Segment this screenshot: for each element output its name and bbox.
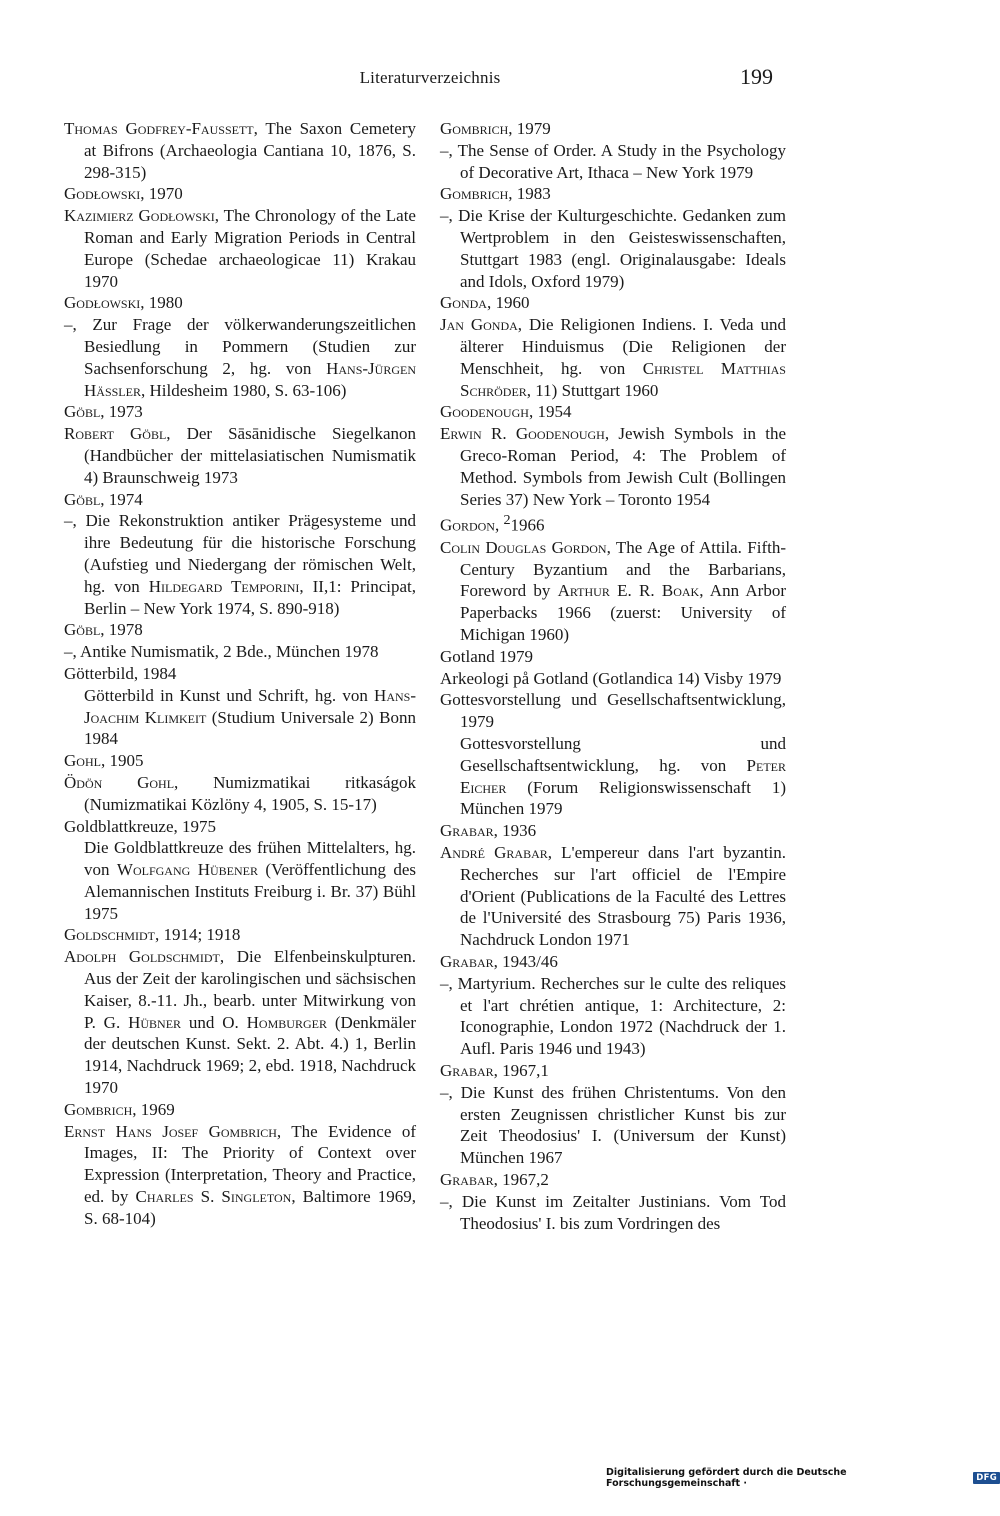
author-name: Hans-Joachim Klimkeit xyxy=(84,685,416,727)
bibliography-entry: Die Goldblattkreuze des frühen Mittelalters, hg. von Wolfgang Hübener (Veröffentlichung des Alemannischen Instituts Freiburg i. Br. 37) Bühl 1975 xyxy=(84,838,417,923)
author-name: Thomas Godfrey-Faussett xyxy=(64,119,254,138)
bibliography-key: Grabar, 1967,1 xyxy=(440,1060,549,1080)
bibliography-key: Göbl, 1973 xyxy=(64,402,143,422)
author-name: Kazimierz Godłowski xyxy=(64,206,215,226)
author-name: Godłowski xyxy=(64,293,141,313)
bibliography-key: Gordon, $^2$1966 xyxy=(440,512,545,535)
bibliography-key: Gohl, 1905 xyxy=(64,751,144,771)
footer-text: Digitalisierung gefördert durch die Deutsche Forschungsgemeinschaft · xyxy=(606,1467,847,1489)
bibliography-entry: –, Die Kunst im Zeitalter Justinians. Vom Tod Theodosius' I. bis zum Vordringen des xyxy=(440,1191,786,1233)
bibliography-key: Godłowski, 1970 xyxy=(64,184,183,204)
page-number: 199 xyxy=(740,64,773,89)
author-name: Ernst Hans Josef Gombrich xyxy=(64,1121,277,1141)
digitization-footer xyxy=(606,1467,1000,1489)
bibliography-entry: –, Zur Frage der völkerwanderungszeitlichen Besiedlung in Pommern (Studien zur Sachsenforschung 2, hg. von Hans-Jürgen Hässler, Hildesheim 1980, S. 63-106) xyxy=(64,315,416,400)
bibliography-key: Gotland 1979 xyxy=(440,646,534,666)
left-column xyxy=(64,118,416,1230)
author-name: Godłowski xyxy=(64,184,141,204)
bibliography-key: Gonda, 1960 xyxy=(440,293,530,313)
bibliography-entry: Erwin R. Goodenough, Jewish Symbols in the Greco-Roman Period, 4: The Problem of Method. Symbols from Jewish Cult (Bollingen Series 37) New York – Toronto 1954 xyxy=(440,424,786,509)
bibliography-entry: Jan Gonda, Die Religionen Indiens. I. Veda und älterer Hinduismus (Die Religionen der Menschheit, hg. von Christel Matthias Schröder, 11) Stuttgart 1960 xyxy=(440,315,786,400)
bibliography-key: Gombrich, 1969 xyxy=(64,1099,175,1119)
author-name: Hans-Jürgen Hässler xyxy=(84,358,416,400)
bibliography-key: Grabar, 1967,2 xyxy=(440,1169,549,1189)
bibliography-entry: Götterbild in Kunst und Schrift, hg. von Hans-Joachim Klimkeit (Studium Universale 2) Bonn 1984 xyxy=(84,685,416,749)
author-name: Arthur xyxy=(557,581,610,601)
bibliography-entry: –, Die Kunst des frühen Christentums. Von den ersten Zeugnissen christlicher Kunst bis zur Zeit Theodosius' I. (Universum der Kunst) München 1967 xyxy=(440,1082,786,1168)
author-name: Peter Eicher xyxy=(460,755,786,797)
author-name: Christel Matthias Schröder xyxy=(460,358,786,400)
bibliography-entry: Thomas Godfrey-Faussett, The Saxon Cemetery at Bifrons (Archaeologia Cantiana 10, 1876, S. 298-315) xyxy=(64,119,416,182)
bibliography-key: Goldblattkreuze, 1975 xyxy=(64,816,217,836)
bibliography-key: Goodenough, 1954 xyxy=(440,402,572,422)
author-name: Gohl xyxy=(64,751,101,771)
dfg-logo-icon: DFG xyxy=(973,1472,1000,1484)
bibliography-entry: André Grabar, L'empereur dans l'art byzantin. Recherches sur l'art officiel de l'Empire d'Orient (Publications de la Faculté des Lettres de l'Université des Strasbourg 75) Paris 1936, Nachdruck London 1971 xyxy=(440,842,786,950)
bibliography-entry: Kazimierz Godłowski, The Chronology of the Late Roman and Early Migration Periods in Central Europe (Schedae archaeologicae 11) Krakau 1970 xyxy=(64,206,416,291)
bibliography-entry: Robert Göbl, Der Sāsānidische Siegelkanon (Handbücher der mittelasiatischen Numismatik 4) Braunschweig 1973 xyxy=(64,424,416,487)
author-name: Grabar xyxy=(440,1169,494,1189)
bibliography-key: Göbl, 1974 xyxy=(64,489,143,509)
author-name: Gombrich xyxy=(440,184,509,204)
author-name: Gombrich xyxy=(440,119,509,138)
bibliography-entry: Gottesvorstellung und Gesellschaftsentwicklung, hg. von Peter Eicher (Forum Religionswissenschaft 1) München 1979 xyxy=(460,733,786,819)
bibliography-entry: –, Die Krise der Kulturgeschichte. Gedanken zum Wertproblem in den Geisteswissenschaften, Stuttgart 1983 (engl. Originalausgabe: Ideals and Idols, Oxford 1979) xyxy=(440,206,786,291)
bibliography-entry: Ödön Gohl, Numizmatikai ritkaságok (Numizmatikai Közlöny 4, 1905, S. 15-17) xyxy=(64,772,416,814)
author-name: Grabar xyxy=(440,1060,494,1080)
author-name: Erwin xyxy=(440,424,482,444)
author-name: Charles S. Singleton xyxy=(135,1187,292,1207)
author-name: Homburger xyxy=(246,1012,327,1032)
bibliography-key: Gombrich, 1979 xyxy=(440,119,551,138)
author-name: Goldschmidt xyxy=(64,925,155,945)
author-name: Ödön Gohl xyxy=(64,772,175,792)
author-name: Göbl xyxy=(64,489,101,509)
bibliography-key: Grabar, 1943/46 xyxy=(440,951,558,971)
bibliography-key: Gombrich, 1983 xyxy=(440,184,551,204)
bibliography-entry: Colin Douglas Gordon, The Age of Attila. Fifth-Century Byzantium and the Barbarians, Foreword by Arthur E. R. Boak, Ann Arbor Paperbacks 1966 (zuerst: University of Michigan 1960) xyxy=(440,537,787,644)
right-column xyxy=(440,118,786,1234)
author-name: Hübner xyxy=(128,1012,182,1032)
page-header xyxy=(0,64,1000,94)
bibliography-key: Götterbild, 1984 xyxy=(64,663,177,683)
author-name: Gordon xyxy=(440,516,495,535)
running-title: Literaturverzeichnis xyxy=(359,68,501,87)
author-name: Jan Gonda xyxy=(440,315,518,335)
author-name: Göbl xyxy=(64,402,101,422)
bibliography-entry: Arkeologi på Gotland (Gotlandica 14) Visby 1979 xyxy=(440,668,782,688)
bibliography-key: Goldschmidt, 1914; 1918 xyxy=(64,925,241,945)
bibliography-entry: –, Die Rekonstruktion antiker Prägesysteme und ihre Bedeutung für die historische Forschung (Aufstieg und Niedergang der römischen Welt, hg. von Hildegard Temporini, II,1: Principat, Berlin – New York 1974, S. 890-918) xyxy=(64,511,417,618)
author-name: Robert Göbl xyxy=(64,424,167,444)
bibliography-key: Göbl, 1978 xyxy=(64,620,143,640)
author-name: Grabar xyxy=(440,821,494,841)
bibliography-entry: –, The Sense of Order. A Study in the Psychology of Decorative Art, Ithaca – New York 1979 xyxy=(440,140,786,182)
author-name: André Grabar xyxy=(440,842,548,862)
author-name: Adolph Goldschmidt xyxy=(64,947,220,967)
author-name: Goodenough xyxy=(440,402,529,422)
author-name: Goodenough xyxy=(515,424,605,444)
bibliography-entry: Gottesvorstellung und Gesellschaftsentwicklung, 1979 xyxy=(440,690,786,732)
bibliography-key: Grabar, 1936 xyxy=(440,821,537,841)
author-name: Colin Douglas Gordon xyxy=(440,537,607,557)
author-name: Grabar xyxy=(440,951,494,971)
author-name: Wolfgang Hübener xyxy=(116,860,258,880)
bibliography-entry: –, Martyrium. Recherches sur le culte des reliques et l'art chrétien antique, 1: Architecture, 2: Iconographie, London 1972 (Nachdruck der 1. Aufl. Paris 1946 und 1943) xyxy=(440,973,786,1059)
bibliography-key: Godłowski, 1980 xyxy=(64,293,183,313)
author-name: Gonda xyxy=(440,293,487,313)
author-name: Boak xyxy=(661,581,700,601)
author-name: Hildegard Temporini xyxy=(148,576,300,596)
author-name: Göbl xyxy=(64,620,101,640)
bibliography-entry: Adolph Goldschmidt, Die Elfenbeinskulpturen. Aus der Zeit der karolingischen und sächsischen Kaiser, 8.-11. Jh., bearb. unter Mitwirkung von P. G. Hübner und O. Homburger (Denkmäler der deutschen Kunst. Sekt. 2. Abt. 4.) 1, Berlin 1914, Nachdruck 1969; 2, ebd. 1918, Nachdruck 1970 xyxy=(64,947,416,1098)
author-name: Gombrich xyxy=(64,1099,133,1119)
bibliography-entry: –, Antike Numismatik, 2 Bde., München 1978 xyxy=(64,642,379,662)
bibliography-entry: Ernst Hans Josef Gombrich, The Evidence of Images, II: The Priority of Context over Expression (Interpretation, Theory and Practice, ed. by Charles S. Singleton, Baltimore 1969, S. 68-104) xyxy=(64,1121,416,1228)
